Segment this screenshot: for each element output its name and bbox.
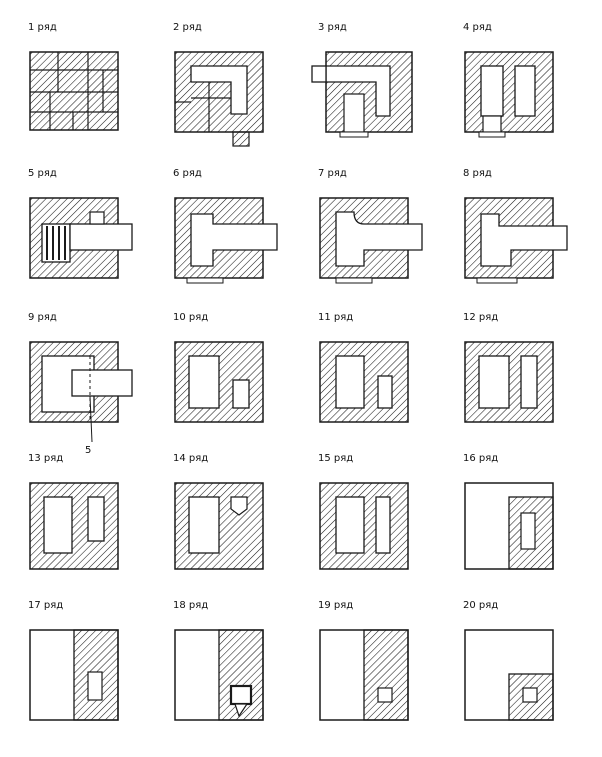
row-label: 1 ряд xyxy=(28,22,57,33)
row-label: 6 ряд xyxy=(173,168,202,179)
row-plan-15 xyxy=(318,453,448,593)
row-label: 4 ряд xyxy=(463,22,492,33)
row-plan-1 xyxy=(28,22,158,162)
row-label: 7 ряд xyxy=(318,168,347,179)
row-label: 8 ряд xyxy=(463,168,492,179)
row-label: 14 ряд xyxy=(173,453,209,464)
row-plan-9 xyxy=(28,312,158,456)
row-label: 5 ряд xyxy=(28,168,57,179)
brick-plan-11 xyxy=(318,332,418,432)
brick-plan-2 xyxy=(173,42,273,152)
brick-plan-13 xyxy=(28,473,128,573)
row-plan-5 xyxy=(28,168,158,308)
brick-plan-10 xyxy=(173,332,273,432)
row-label: 9 ряд xyxy=(28,312,57,323)
row-plan-13 xyxy=(28,453,158,593)
row-plan-18 xyxy=(173,600,303,740)
brick-plan-6 xyxy=(173,188,288,293)
brick-plan-14 xyxy=(173,473,273,573)
row-plan-20 xyxy=(463,600,593,740)
brick-plan-18 xyxy=(173,620,273,735)
row-plan-14 xyxy=(173,453,303,593)
row-label: 11 ряд xyxy=(318,312,354,323)
callout-number: 5 xyxy=(85,445,92,456)
brick-plan-4 xyxy=(463,42,563,147)
row-plan-8 xyxy=(463,168,593,308)
row-label: 19 ряд xyxy=(318,600,354,611)
row-label: 16 ряд xyxy=(463,453,499,464)
row-label: 3 ряд xyxy=(318,22,347,33)
row-plan-3 xyxy=(318,22,448,162)
row-label: 10 ряд xyxy=(173,312,209,323)
row-plan-10 xyxy=(173,312,303,452)
brick-plan-15 xyxy=(318,473,418,573)
row-label: 20 ряд xyxy=(463,600,499,611)
row-plan-11 xyxy=(318,312,448,452)
brick-plan-12 xyxy=(463,332,563,432)
row-plan-4 xyxy=(463,22,593,162)
row-plan-7 xyxy=(318,168,448,308)
brick-plan-16 xyxy=(463,473,563,573)
brick-plan-3 xyxy=(318,42,428,147)
row-plan-19 xyxy=(318,600,448,740)
row-label: 13 ряд xyxy=(28,453,64,464)
brick-plan-17 xyxy=(28,620,128,725)
row-label: 2 ряд xyxy=(173,22,202,33)
brick-plan-19 xyxy=(318,620,418,725)
row-plan-17 xyxy=(28,600,158,740)
row-label: 15 ряд xyxy=(318,453,354,464)
brick-plan-1 xyxy=(28,42,128,137)
row-label: 12 ряд xyxy=(463,312,499,323)
brick-plan-7 xyxy=(318,188,433,293)
brick-plan-5 xyxy=(28,188,143,288)
row-label: 17 ряд xyxy=(28,600,64,611)
row-label: 18 ряд xyxy=(173,600,209,611)
row-plan-2 xyxy=(173,22,303,162)
row-plan-12 xyxy=(463,312,593,452)
row-plan-6 xyxy=(173,168,303,308)
brick-plan-8 xyxy=(463,188,578,293)
brick-plan-20 xyxy=(463,620,563,725)
brick-plan-9 xyxy=(28,332,143,457)
row-plan-16 xyxy=(463,453,593,593)
